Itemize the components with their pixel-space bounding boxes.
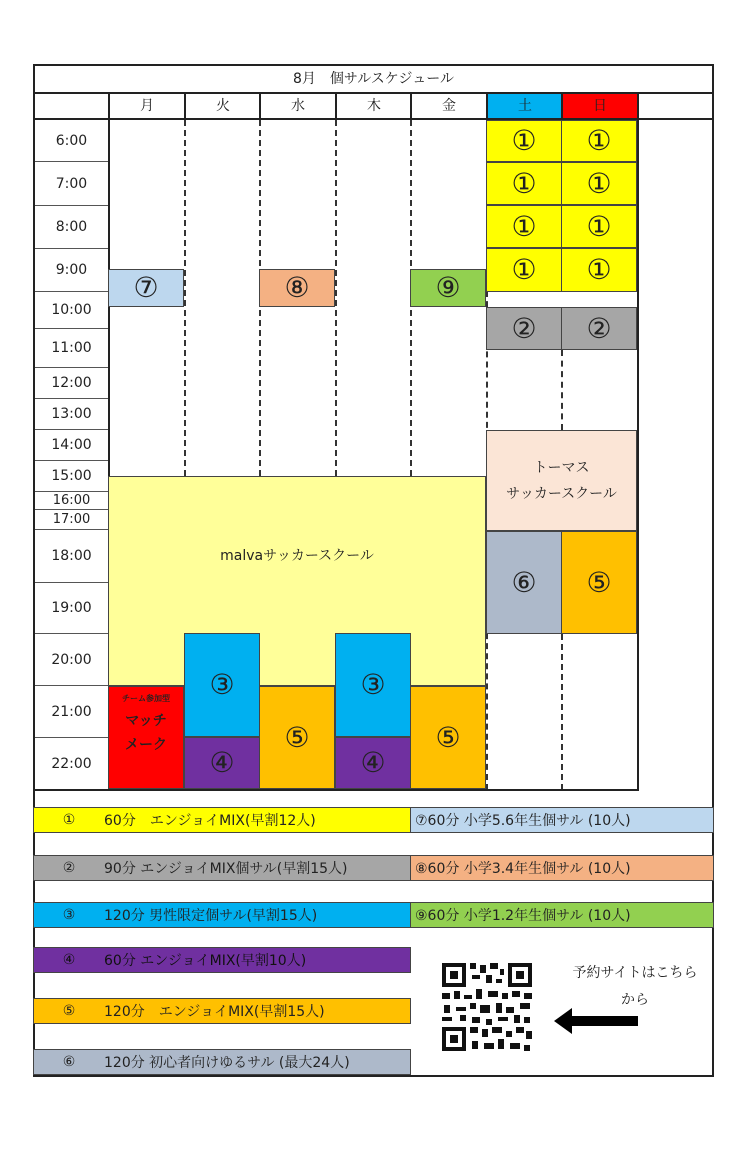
legend-text: 60分 エンジョイMIX(早割10人) bbox=[104, 953, 307, 969]
legend-text: 60分 エンジョイMIX(早割12人) bbox=[104, 813, 316, 829]
legend-num: ⑥ bbox=[62, 1054, 76, 1070]
day-separator bbox=[561, 634, 563, 790]
time-label: 10:00 bbox=[51, 302, 92, 318]
time-label: 15:00 bbox=[51, 468, 92, 484]
legend-item-4 bbox=[33, 947, 411, 973]
legend-text: 120分 男性限定個サル(早割15人) bbox=[104, 908, 318, 924]
session-num: ① bbox=[586, 166, 612, 200]
day-separator bbox=[184, 120, 186, 476]
legend-item-3 bbox=[33, 902, 411, 928]
match-make-block[interactable] bbox=[108, 686, 184, 789]
time-label: 9:00 bbox=[55, 262, 88, 278]
time-label: 7:00 bbox=[55, 175, 88, 192]
session-num: ⑤ bbox=[435, 720, 461, 754]
session-num: ① bbox=[511, 209, 537, 243]
day-header-wed: 水 bbox=[291, 98, 305, 114]
session-6-sat[interactable] bbox=[486, 531, 562, 634]
time-label: 14:00 bbox=[51, 437, 92, 453]
header-sep bbox=[410, 92, 412, 118]
legend-item-6 bbox=[33, 1049, 411, 1075]
session-num: ④ bbox=[209, 746, 235, 779]
legend-item-9 bbox=[410, 902, 714, 928]
thomas-soccer-school-block[interactable] bbox=[486, 430, 637, 531]
team-entry-label: チーム参加型 bbox=[122, 694, 170, 703]
legend-item-1 bbox=[33, 807, 411, 833]
header-sep bbox=[335, 92, 337, 118]
session-3-thu[interactable] bbox=[335, 633, 411, 737]
session-2-sun[interactable] bbox=[561, 307, 637, 350]
session-num: ⑨ bbox=[435, 271, 461, 304]
session-num: ④ bbox=[360, 746, 386, 779]
page-title: 8月 個サルスケジュール bbox=[293, 71, 454, 87]
time-label: 11:00 bbox=[51, 340, 92, 356]
day-header-sun: 日 bbox=[563, 94, 637, 118]
time-label: 20:00 bbox=[51, 651, 92, 668]
grid-bottom-border bbox=[33, 789, 639, 791]
session-1-sun-6[interactable] bbox=[561, 120, 637, 162]
thomas-line-1: トーマス bbox=[533, 459, 590, 476]
session-num: ① bbox=[511, 166, 537, 200]
day-header-thu: 木 bbox=[367, 98, 381, 114]
session-1-sun-7[interactable] bbox=[561, 162, 637, 205]
legend-num: ④ bbox=[62, 952, 76, 968]
session-1-sat-7[interactable] bbox=[486, 162, 562, 205]
booking-line-2: から bbox=[621, 992, 649, 1008]
time-label: 8:00 bbox=[55, 219, 88, 235]
header-sep bbox=[259, 92, 261, 118]
session-num: ② bbox=[511, 311, 537, 345]
session-9-fri[interactable] bbox=[410, 269, 486, 307]
legend-text: ⑦60分 小学5.6年生個サル (10人) bbox=[415, 813, 631, 829]
day-header-sat: 土 bbox=[488, 94, 562, 118]
session-num: ① bbox=[586, 209, 612, 243]
malva-label: malvaサッカースクール bbox=[220, 548, 374, 564]
session-5-sun[interactable] bbox=[561, 531, 637, 634]
session-1-sat-8[interactable] bbox=[486, 205, 562, 248]
header-sep bbox=[561, 92, 563, 118]
day-header-mon: 月 bbox=[140, 98, 154, 114]
session-num: ⑤ bbox=[586, 565, 612, 599]
session-num: ⑧ bbox=[284, 271, 310, 304]
session-num: ① bbox=[511, 124, 537, 157]
session-1-sun-9[interactable] bbox=[561, 248, 637, 292]
legend-num: ① bbox=[62, 812, 76, 828]
legend-num: ② bbox=[62, 860, 76, 876]
left-arrow-icon bbox=[554, 1008, 640, 1034]
session-num: ⑦ bbox=[133, 271, 159, 304]
session-num: ② bbox=[586, 311, 612, 345]
session-num: ③ bbox=[209, 668, 235, 701]
session-num: ① bbox=[511, 253, 537, 286]
time-label: 21:00 bbox=[51, 703, 92, 720]
grid-right-border bbox=[637, 92, 639, 790]
match-make-line-1: マッチ bbox=[125, 713, 167, 729]
legend-item-2 bbox=[33, 855, 411, 881]
session-3-tue[interactable] bbox=[184, 633, 260, 737]
session-7-mon[interactable] bbox=[108, 269, 184, 307]
day-separator bbox=[561, 350, 563, 430]
header-sep bbox=[184, 92, 186, 118]
booking-text bbox=[560, 960, 710, 1014]
qr-code-icon[interactable] bbox=[440, 961, 534, 1053]
time-label: 18:00 bbox=[51, 548, 92, 564]
session-num: ③ bbox=[360, 668, 386, 701]
session-8-wed[interactable] bbox=[259, 269, 335, 307]
session-4-thu[interactable] bbox=[335, 737, 411, 789]
time-label: 16:00 bbox=[52, 493, 91, 508]
session-1-sat-9[interactable] bbox=[486, 248, 562, 292]
day-separator bbox=[335, 120, 337, 476]
legend-num: ⑤ bbox=[62, 1003, 76, 1019]
session-num: ⑤ bbox=[284, 720, 310, 754]
legend-item-5 bbox=[33, 998, 411, 1024]
session-5-fri[interactable] bbox=[410, 686, 486, 789]
session-1-sun-8[interactable] bbox=[561, 205, 637, 248]
legend-text: 120分 初心者向けゆるサル (最大24人) bbox=[104, 1055, 350, 1071]
match-make-line-2: メーク bbox=[125, 737, 167, 753]
session-num: ① bbox=[586, 253, 612, 286]
legend-item-7 bbox=[410, 807, 714, 833]
time-label: 22:00 bbox=[51, 755, 92, 772]
day-header-tue: 火 bbox=[216, 98, 230, 114]
session-2-sat[interactable] bbox=[486, 307, 562, 350]
session-5-wed[interactable] bbox=[259, 686, 335, 789]
thomas-line-2: サッカースクール bbox=[506, 485, 617, 502]
legend-item-8 bbox=[410, 855, 714, 881]
time-label: 6:00 bbox=[55, 132, 88, 149]
legend-text: ⑧60分 小学3.4年生個サル (10人) bbox=[415, 861, 631, 877]
legend-text: ⑨60分 小学1.2年生個サル (10人) bbox=[415, 908, 631, 924]
header-sep bbox=[486, 92, 488, 118]
time-label: 17:00 bbox=[52, 512, 91, 527]
session-4-tue[interactable] bbox=[184, 737, 260, 789]
session-1-sat-6[interactable] bbox=[486, 120, 562, 162]
legend-text: 90分 エンジョイMIX個サル(早割15人) bbox=[104, 861, 348, 877]
time-label: 19:00 bbox=[51, 600, 92, 616]
legend-num: ③ bbox=[62, 907, 76, 923]
booking-line-1: 予約サイトはこちら bbox=[572, 965, 698, 981]
time-label: 12:00 bbox=[51, 375, 92, 391]
malva-soccer-school-block[interactable] bbox=[108, 476, 486, 686]
time-label: 13:00 bbox=[51, 406, 92, 422]
day-header-fri: 金 bbox=[442, 98, 456, 114]
legend-text: 120分 エンジョイMIX(早割15人) bbox=[104, 1004, 325, 1020]
session-num: ① bbox=[586, 124, 612, 157]
session-num: ⑥ bbox=[511, 565, 537, 599]
